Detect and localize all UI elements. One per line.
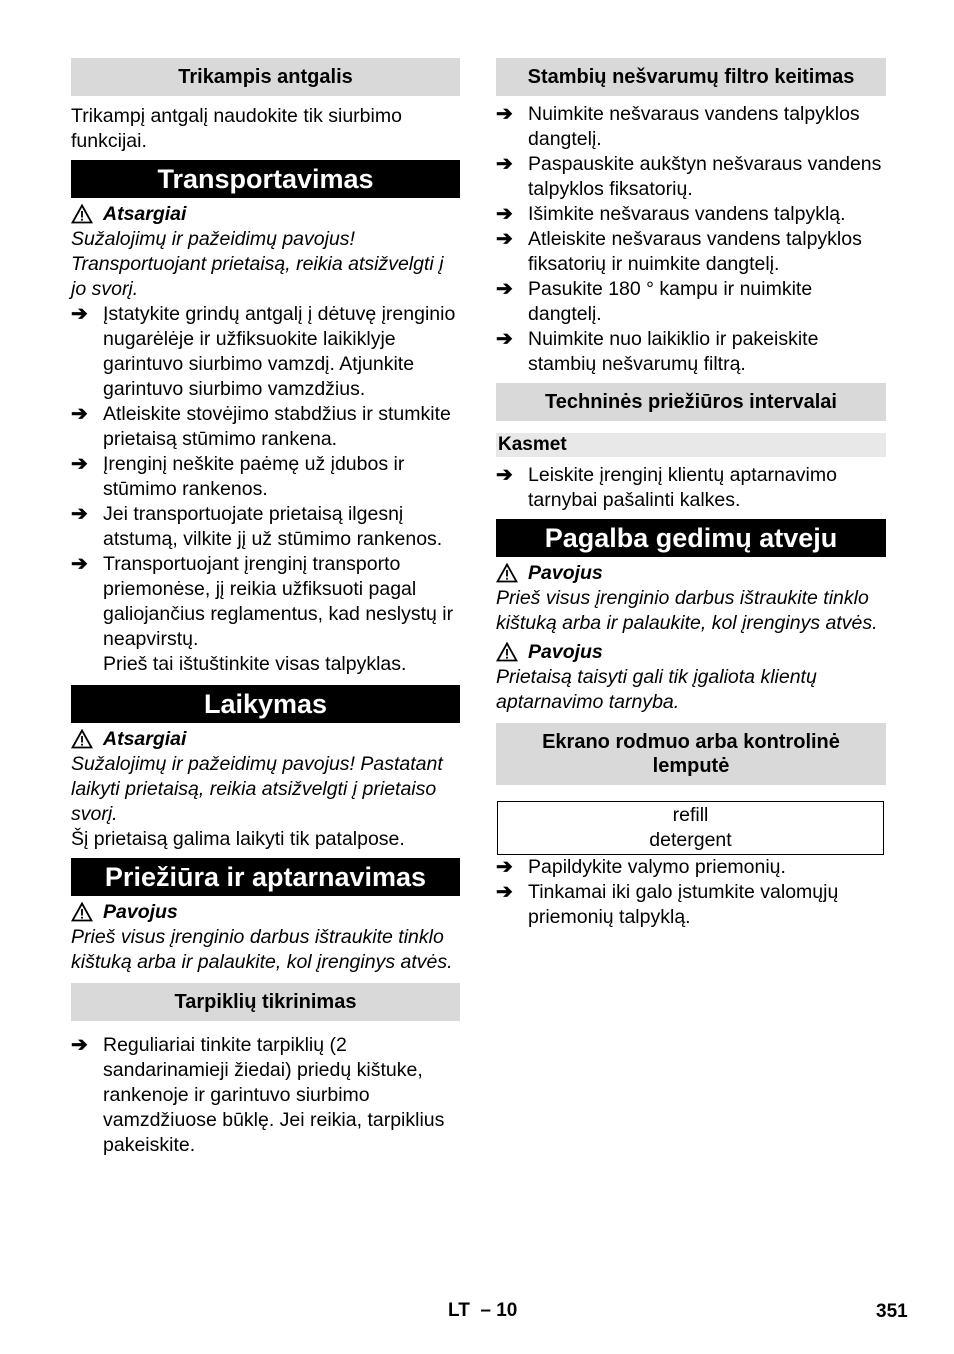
arrow-right-icon: ➔: [496, 464, 513, 486]
arrow-right-icon: ➔: [496, 203, 513, 225]
step-item: [71, 302, 460, 402]
section-title-laikymas: Laikymas: [71, 685, 460, 723]
step-text: Nuimkite nuo laikiklio ir pakeiskite stambių nešvarumų filtrą.: [528, 328, 819, 375]
step-text: Tinkamai iki galo įstumkite valomųjų priemonių talpyklą.: [528, 881, 839, 928]
step-text: Papildykite valymo priemonių.: [528, 856, 786, 878]
left-column: [71, 58, 460, 1158]
warning-triangle-icon: [496, 563, 520, 585]
step-text: Atleiskite nešvaraus vandens talpyklos fiksatorių ir nuimkite dangtelį.: [528, 228, 862, 275]
step-list-filtro-keitimas: [496, 102, 886, 377]
step-list-transportavimas: [71, 302, 460, 652]
step-item: [496, 327, 886, 377]
step-text: Transportuojant įrenginį transporto priemonėse, jį reikia užfiksuoti pagal galiojančius reglamentus, kad neslystų ir neapvirstų.: [103, 553, 454, 650]
arrow-right-icon: ➔: [496, 228, 513, 250]
subheading-kasmet: Kasmet: [496, 433, 886, 457]
section-title-prieziura: Priežiūra ir aptarnavimas: [71, 858, 460, 896]
arrow-right-icon: ➔: [71, 503, 88, 525]
section-title-trikampis: Trikampis antgalis: [71, 58, 460, 96]
warning-triangle-icon: [71, 204, 95, 226]
warning-label: Pavojus: [103, 901, 178, 923]
arrow-right-icon: ➔: [496, 153, 513, 175]
footer-language-page: LT – 10: [448, 1300, 518, 1321]
warning-heading: [71, 727, 460, 752]
warning-text: Prieš visus įrenginio darbus ištraukite tinklo kištuką arba ir palaukite, kol įrenginys atvės.: [71, 926, 453, 973]
section-title-filtro-keitimas: Stambių nešvarumų filtro keitimas: [496, 58, 886, 96]
step-text: Įstatykite grindų antgalį į dėtuvę įrenginio nugarėlėje ir užfiksuokite laikiklyje garintuvo siurbimo vamzdį. Atjunkite garintuvo siurbimo vamzdžius.: [103, 303, 456, 400]
display-message-line: detergent: [649, 829, 732, 851]
step-text: Leiskite įrenginį klientų aptarnavimo tarnybai pašalinti kalkes.: [528, 464, 837, 511]
step-text: Išimkite nešvaraus vandens talpyklą.: [528, 203, 846, 225]
step-text: Įrenginį neškite paėmę už įdubos ir stūmimo rankenos.: [103, 453, 405, 500]
step-item: [496, 880, 886, 930]
step-item: [496, 227, 886, 277]
note-text: Prieš tai ištuštinkite visas talpyklas.: [103, 653, 407, 675]
arrow-right-icon: ➔: [71, 453, 88, 475]
warning-triangle-icon: [71, 902, 95, 924]
step-item: [71, 552, 460, 652]
step-item: [71, 1033, 460, 1158]
paragraph-laikymas: Šį prietaisą galima laikyti tik patalpose.: [71, 828, 405, 850]
step-item: [496, 463, 886, 513]
step-text: Nuimkite nešvaraus vandens talpyklos dangtelį.: [528, 103, 860, 150]
step-text: Atleiskite stovėjimo stabdžius ir stumkite prietaisą stūmimo rankena.: [103, 403, 451, 450]
step-item: [496, 152, 886, 202]
arrow-right-icon: ➔: [71, 303, 88, 325]
step-item: [71, 502, 460, 552]
arrow-right-icon: ➔: [71, 1034, 88, 1056]
step-item: [496, 855, 886, 880]
warning-triangle-icon: [71, 729, 95, 751]
step-item: [496, 202, 886, 227]
arrow-right-icon: ➔: [496, 328, 513, 350]
arrow-right-icon: ➔: [496, 278, 513, 300]
section-title-transportavimas: Transportavimas: [71, 160, 460, 198]
step-item: [71, 402, 460, 452]
section-title-tarpikliu: Tarpiklių tikrinimas: [71, 983, 460, 1021]
warning-text: Prietaisą taisyti gali tik įgaliota klientų aptarnavimo tarnyba.: [496, 666, 817, 713]
warning-heading: [496, 561, 886, 586]
step-item: [496, 277, 886, 327]
arrow-right-icon: ➔: [496, 881, 513, 903]
arrow-right-icon: ➔: [496, 856, 513, 878]
display-message-table: [497, 801, 884, 855]
step-list-ekrano: [496, 855, 886, 930]
display-message-line: refill: [672, 804, 709, 826]
step-item: [71, 452, 460, 502]
warning-heading: [71, 900, 460, 925]
step-item: [496, 102, 886, 152]
section-title-pagalba: Pagalba gedimų atveju: [496, 519, 886, 557]
warning-label: Pavojus: [528, 641, 603, 663]
warning-heading: [71, 202, 460, 227]
warning-text: Sužalojimų ir pažeidimų pavojus! Pastatant laikyti prietaisą, reikia atsižvelgti į prietaiso svorį.: [71, 753, 443, 825]
warning-triangle-icon: [496, 642, 520, 664]
section-title-intervalai: Techninės priežiūros intervalai: [496, 383, 886, 421]
paragraph-trikampis: Trikampį antgalį naudokite tik siurbimo funkcijai.: [71, 105, 402, 152]
warning-label: Pavojus: [528, 562, 603, 584]
warning-heading: [496, 640, 886, 665]
footer-page-number: 351: [876, 1301, 908, 1322]
right-column: [496, 58, 886, 930]
step-text: Pasukite 180 ° kampu ir nuimkite dangtelį.: [528, 278, 813, 325]
step-text: Jei transportuojate prietaisą ilgesnį atstumą, vilkite jį už stūmimo rankenos.: [103, 503, 443, 550]
warning-label: Atsargiai: [103, 203, 187, 225]
arrow-right-icon: ➔: [71, 403, 88, 425]
section-title-ekrano-rodmuo: Ekrano rodmuo arba kontrolinė lemputė: [496, 723, 886, 785]
arrow-right-icon: ➔: [71, 553, 88, 575]
arrow-right-icon: ➔: [496, 103, 513, 125]
warning-text: Prieš visus įrenginio darbus ištraukite tinklo kištuką arba ir palaukite, kol įrenginys atvės.: [496, 587, 878, 634]
step-text: Paspauskite aukštyn nešvaraus vandens talpyklos fiksatorių.: [528, 153, 882, 200]
step-text: Reguliariai tinkite tarpiklių (2 sandarinamieji žiedai) priedų kištuke, rankenoje ir garintuvo siurbimo vamzdžiuose būklę. Jei reikia, tarpiklius pakeiskite.: [103, 1034, 445, 1156]
warning-label: Atsargiai: [103, 728, 187, 750]
warning-text: Sužalojimų ir pažeidimų pavojus! Transportuojant prietaisą, reikia atsižvelgti į jo svorį.: [71, 228, 444, 300]
